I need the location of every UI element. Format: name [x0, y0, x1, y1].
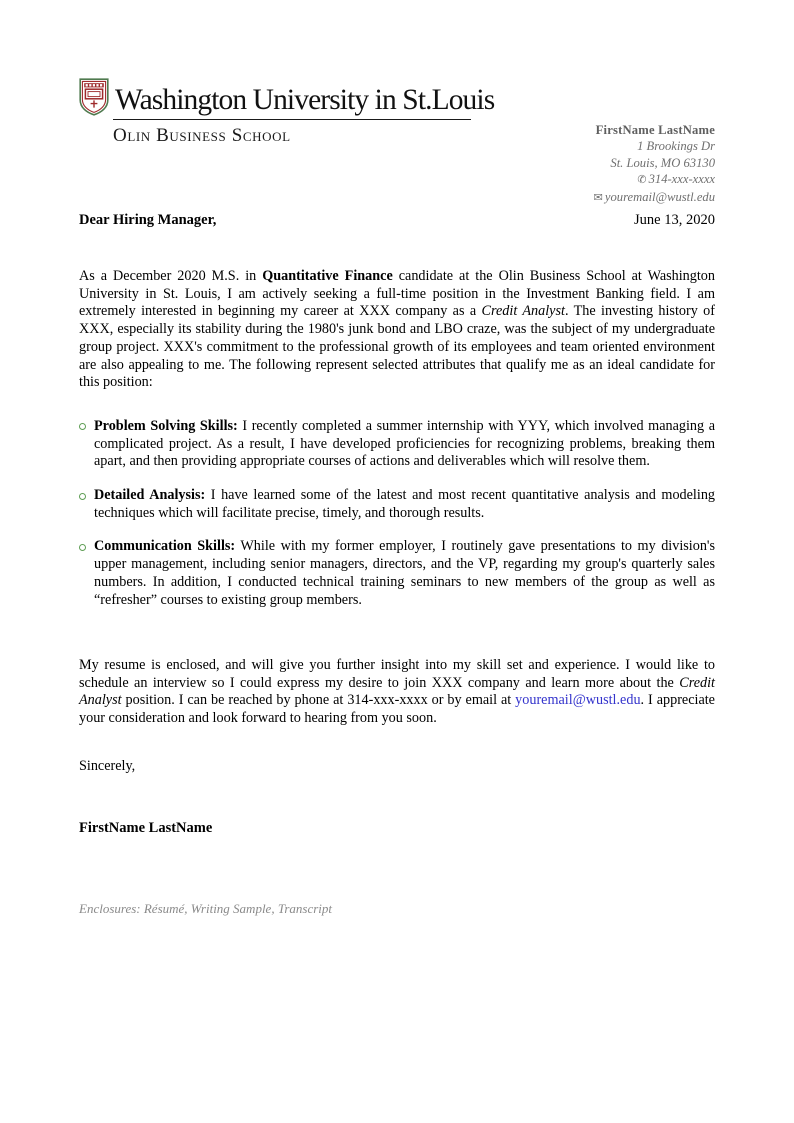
- salutation-row: [79, 212, 715, 229]
- bullet-text: While with my former employer, I routinely gave presentations to my division's upper management, including senior managers, directors, and the VP, regarding my group's quarterly sales numbers. In addition, I conducted technical training seminars to new members of the group as well as “refresher” courses to existing group members.: [94, 538, 716, 608]
- list-item: [79, 418, 715, 471]
- contact-email: youremail@wustl.edu: [604, 189, 715, 204]
- logo-sub-wordmark: Olin Business School: [113, 125, 291, 147]
- intro-bold-program: Quantitative Finance: [262, 268, 393, 284]
- bullet-text: I recently completed a summer internship with YYY, which involved managing a complicated project. As a result, I have developed proficiencies for recognizing problems, breaking them apart, and then providing appropriate courses of actions and deliverables which will resolve them.: [94, 417, 716, 470]
- intro-part3: . The investing history of XXX, especially its stability during the 1980's junk bond and LBO craze, was the subject of my undergraduate group project. XXX's commitment to the professional growth of its employees and team oriented environment are also appealing to me. The following represent selected attributes that qualify me as an ideal candidate for this position:: [79, 303, 715, 391]
- attributes-list: [79, 418, 715, 609]
- envelope-icon: ✉: [593, 190, 603, 204]
- sincerely-line: Sincerely,: [79, 758, 136, 774]
- bullet-title: Detailed Analysis:: [94, 487, 206, 504]
- intro-part1: As a December 2020 M.S. in: [79, 268, 263, 284]
- signature-name: FirstName LastName: [79, 820, 213, 836]
- closing-part2: position. I can be reached by phone at 314-xxx-xxxx or by email at: [121, 692, 516, 709]
- letter-date: June 13, 2020: [634, 212, 715, 228]
- letter-body: [79, 268, 715, 609]
- closing-paragraph: [79, 657, 715, 728]
- intro-italic-role: Credit Analyst: [481, 303, 565, 320]
- letter-header: [79, 78, 715, 204]
- bullet-circle-icon: [79, 423, 86, 430]
- wustl-shield-icon: [79, 78, 109, 116]
- closing-part3: . I appreciate your consideration and look forward to hearing from you soon.: [79, 692, 715, 727]
- contact-email-row: [395, 189, 715, 206]
- contact-name: FirstName LastName: [595, 123, 715, 137]
- closing-paragraph-wrap: [79, 657, 715, 728]
- bullet-circle-icon: [79, 493, 86, 500]
- closing-part1: My resume is enclosed, and will give you further insight into my skill set and experience. I would like to schedule an interview so I could express my desire to join XXX company and learn more about the: [79, 657, 715, 691]
- contact-phone-row: [395, 171, 715, 188]
- contact-phone: 314-xxx-xxxx: [648, 172, 715, 187]
- email-link[interactable]: youremail@wustl.edu: [515, 692, 641, 709]
- contact-street: 1 Brookings Dr: [637, 139, 715, 154]
- logo-row: [79, 78, 495, 116]
- phone-icon: ✆: [637, 173, 647, 187]
- spacer: [79, 392, 715, 418]
- closing-italic-role: Credit Analyst: [79, 674, 715, 709]
- enclosures-line: Enclosures: Résumé, Writing Sample, Transcript: [79, 901, 333, 916]
- bullet-circle-icon: [79, 544, 86, 551]
- contact-block: [395, 122, 715, 206]
- bullet-title: Communication Skills:: [94, 538, 236, 555]
- bullet-title: Problem Solving Skills:: [94, 417, 238, 434]
- list-item: [79, 538, 715, 609]
- intro-part2: candidate at the Olin Business School at Washington University in St. Louis, I am actively seeking a full-time position in the Investment Banking field. I am extremely interested in beginning my career at XXX company as a: [79, 268, 715, 320]
- intro-paragraph: [79, 268, 715, 392]
- list-item: [79, 487, 715, 522]
- contact-city-state-zip: St. Louis, MO 63130: [610, 155, 715, 170]
- bullet-text: I have learned some of the latest and most recent quantitative analysis and modeling techniques which will facilitate precise, timely, and thorough results.: [94, 487, 716, 521]
- logo-divider: [113, 119, 471, 120]
- salutation: Dear Hiring Manager,: [79, 212, 217, 228]
- logo-wordmark: Washington University in St.Louis: [115, 83, 495, 116]
